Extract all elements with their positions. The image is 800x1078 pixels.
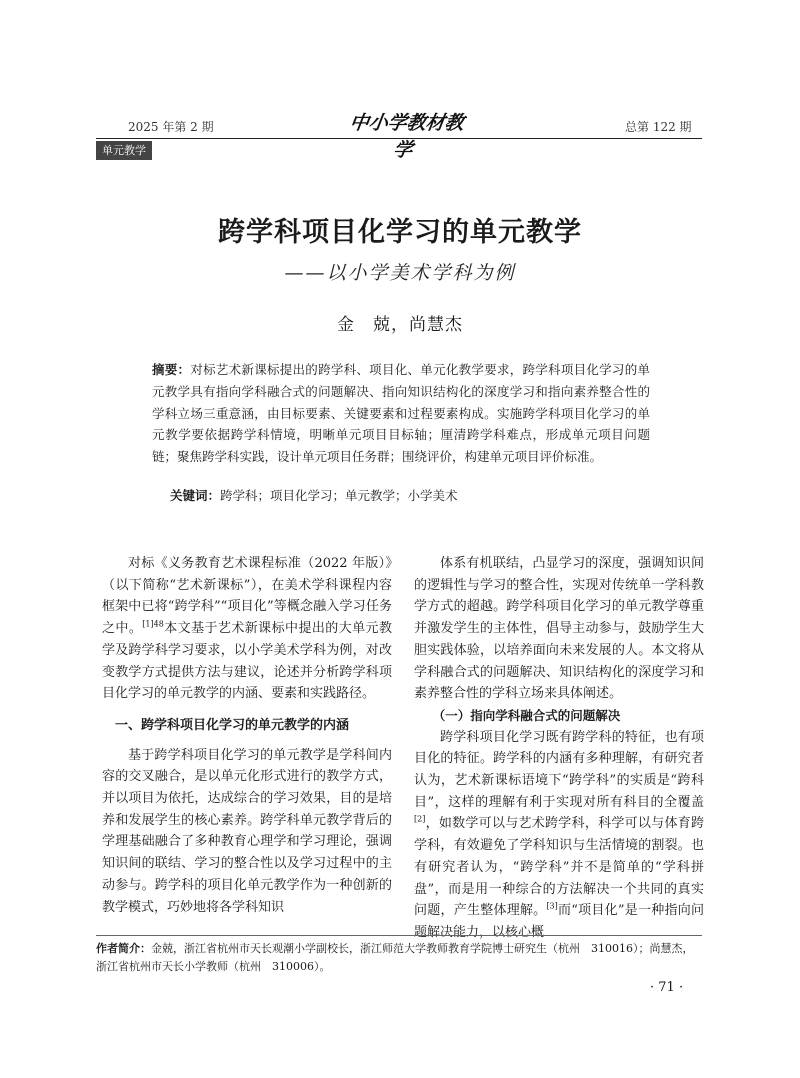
footnote-rule — [96, 935, 702, 936]
abstract-label: 摘要： — [152, 362, 191, 377]
article-subtitle: ——以小学美术学科为例 — [284, 262, 516, 284]
article-authors: 金 兢，尚慧杰 — [337, 315, 463, 335]
article-title: 跨学科项目化学习的单元教学 — [218, 217, 582, 248]
footnote-label: 作者简介： — [96, 942, 151, 955]
paragraph — [414, 727, 704, 944]
paragraph: 体系有机联结，凸显学习的深度，强调知识间的逻辑性与学习的整合性，实现对传统单一学科教学方式的超越。跨学科项目化学习的单元教学尊重并激发学生的主体性，倡导主动参与，鼓励学生大胆实践体验，以培养面向未来发展的人。本文将从学科融合式的问题解决、知识结构化的深度学习和素养整合性的学科立场来具体阐述。 — [414, 556, 704, 702]
keywords — [170, 486, 650, 504]
body-column-right — [414, 553, 704, 944]
citation: [1]48 — [142, 619, 164, 629]
page-number: · 71 · — [650, 980, 684, 995]
body-column-left — [102, 553, 392, 918]
issue-label: 2025 年第 2 期 — [128, 120, 214, 134]
paragraph-text: ，如数学可以与艺术跨学科，科学可以与体育跨学科，有效避免了学科知识与生活情境的割裂。也有研究者认为，“跨学科”并不是简单的“学科拼盘”，而是用一种综合的方法解决一个共同的真实问题，产生整体理解。 — [414, 816, 704, 919]
section-heading: 一、跨学科项目化学习的单元教学的内涵 — [115, 717, 350, 733]
section-tag: 单元教学 — [96, 141, 152, 160]
paragraph: 基于跨学科项目化学习的单元教学是学科间内容的交叉融合，是以单元化形式进行的教学方式，并以项目为依托，达成综合的学习效果，目的是培养和发展学生的核心素养。跨学科单元教学背后的学理基础融合了多种教育心理学和学习理论，强调知识间的联结、学习的整合性以及学习过程中的主动参与。跨学科的项目化单元教学作为一种创新的教学模式，巧妙地将各学科知识 — [102, 747, 392, 915]
total-issue-label: 总第 122 期 — [625, 120, 692, 134]
citation: [3] — [546, 901, 558, 911]
author-footnote — [96, 940, 702, 976]
citation: [2] — [414, 815, 426, 825]
paragraph — [102, 553, 392, 705]
paragraph-text: 而“项目化”是一种指向问题解决能力，以核心概 — [414, 903, 704, 940]
abstract — [152, 359, 650, 468]
keywords-label: 关键词： — [170, 488, 221, 503]
header-rule — [96, 138, 702, 139]
keywords-text: 跨学科；项目化学习；单元教学；小学美术 — [220, 488, 458, 503]
paragraph-text: 跨学科项目化学习既有跨学科的特征，也有项目化的特征。跨学科的内涵有多种理解，有研究者认为，艺术新课标语境下“跨学科”的实质是“跨科目”，这样的理解有利于实现对所有科目的全覆盖 — [414, 729, 704, 810]
journal-logo: 中小学教材教学 — [348, 112, 466, 161]
subsection-heading: （一）指向学科融合式的问题解决 — [432, 707, 621, 723]
footnote-text: 金兢，浙江省杭州市天长观潮小学副校长，浙江师范大学教师教育学院博士研究生（杭州 310016）；尚慧杰，浙江省杭州市天长小学教师（杭州 310006）。 — [96, 942, 694, 973]
paragraph-text: 对标《义务教育艺术课程标准（2022 年版）》（以下简称“艺术新课标”），在美术学科课程内容框架中已将“跨学科”“项目化”等概念融入学习任务之中。 — [102, 556, 392, 637]
abstract-text: 对标艺术新课标提出的跨学科、项目化、单元化教学要求，跨学科项目化学习的单元教学具有指向学科融合式的问题解决、指向知识结构化的深度学习和指向素养整合性的学科立场三重意涵，由目标要素、关键要素和过程要素构成。实施跨学科项目化学习的单元教学要依据跨学科情境，明晰单元项目目标轴；厘清跨学科难点，形成单元项目问题链；聚焦跨学科实践，设计单元项目任务群；围绕评价，构建单元项目评价标准。 — [152, 362, 650, 465]
paragraph-text: 本文基于艺术新课标中提出的大单元教学及跨学科学习要求，以小学美术学科为例，对改变教学方式提供方法与建议，论述并分析跨学科项目化学习的单元教学的内涵、要素和实践路径。 — [102, 621, 392, 702]
